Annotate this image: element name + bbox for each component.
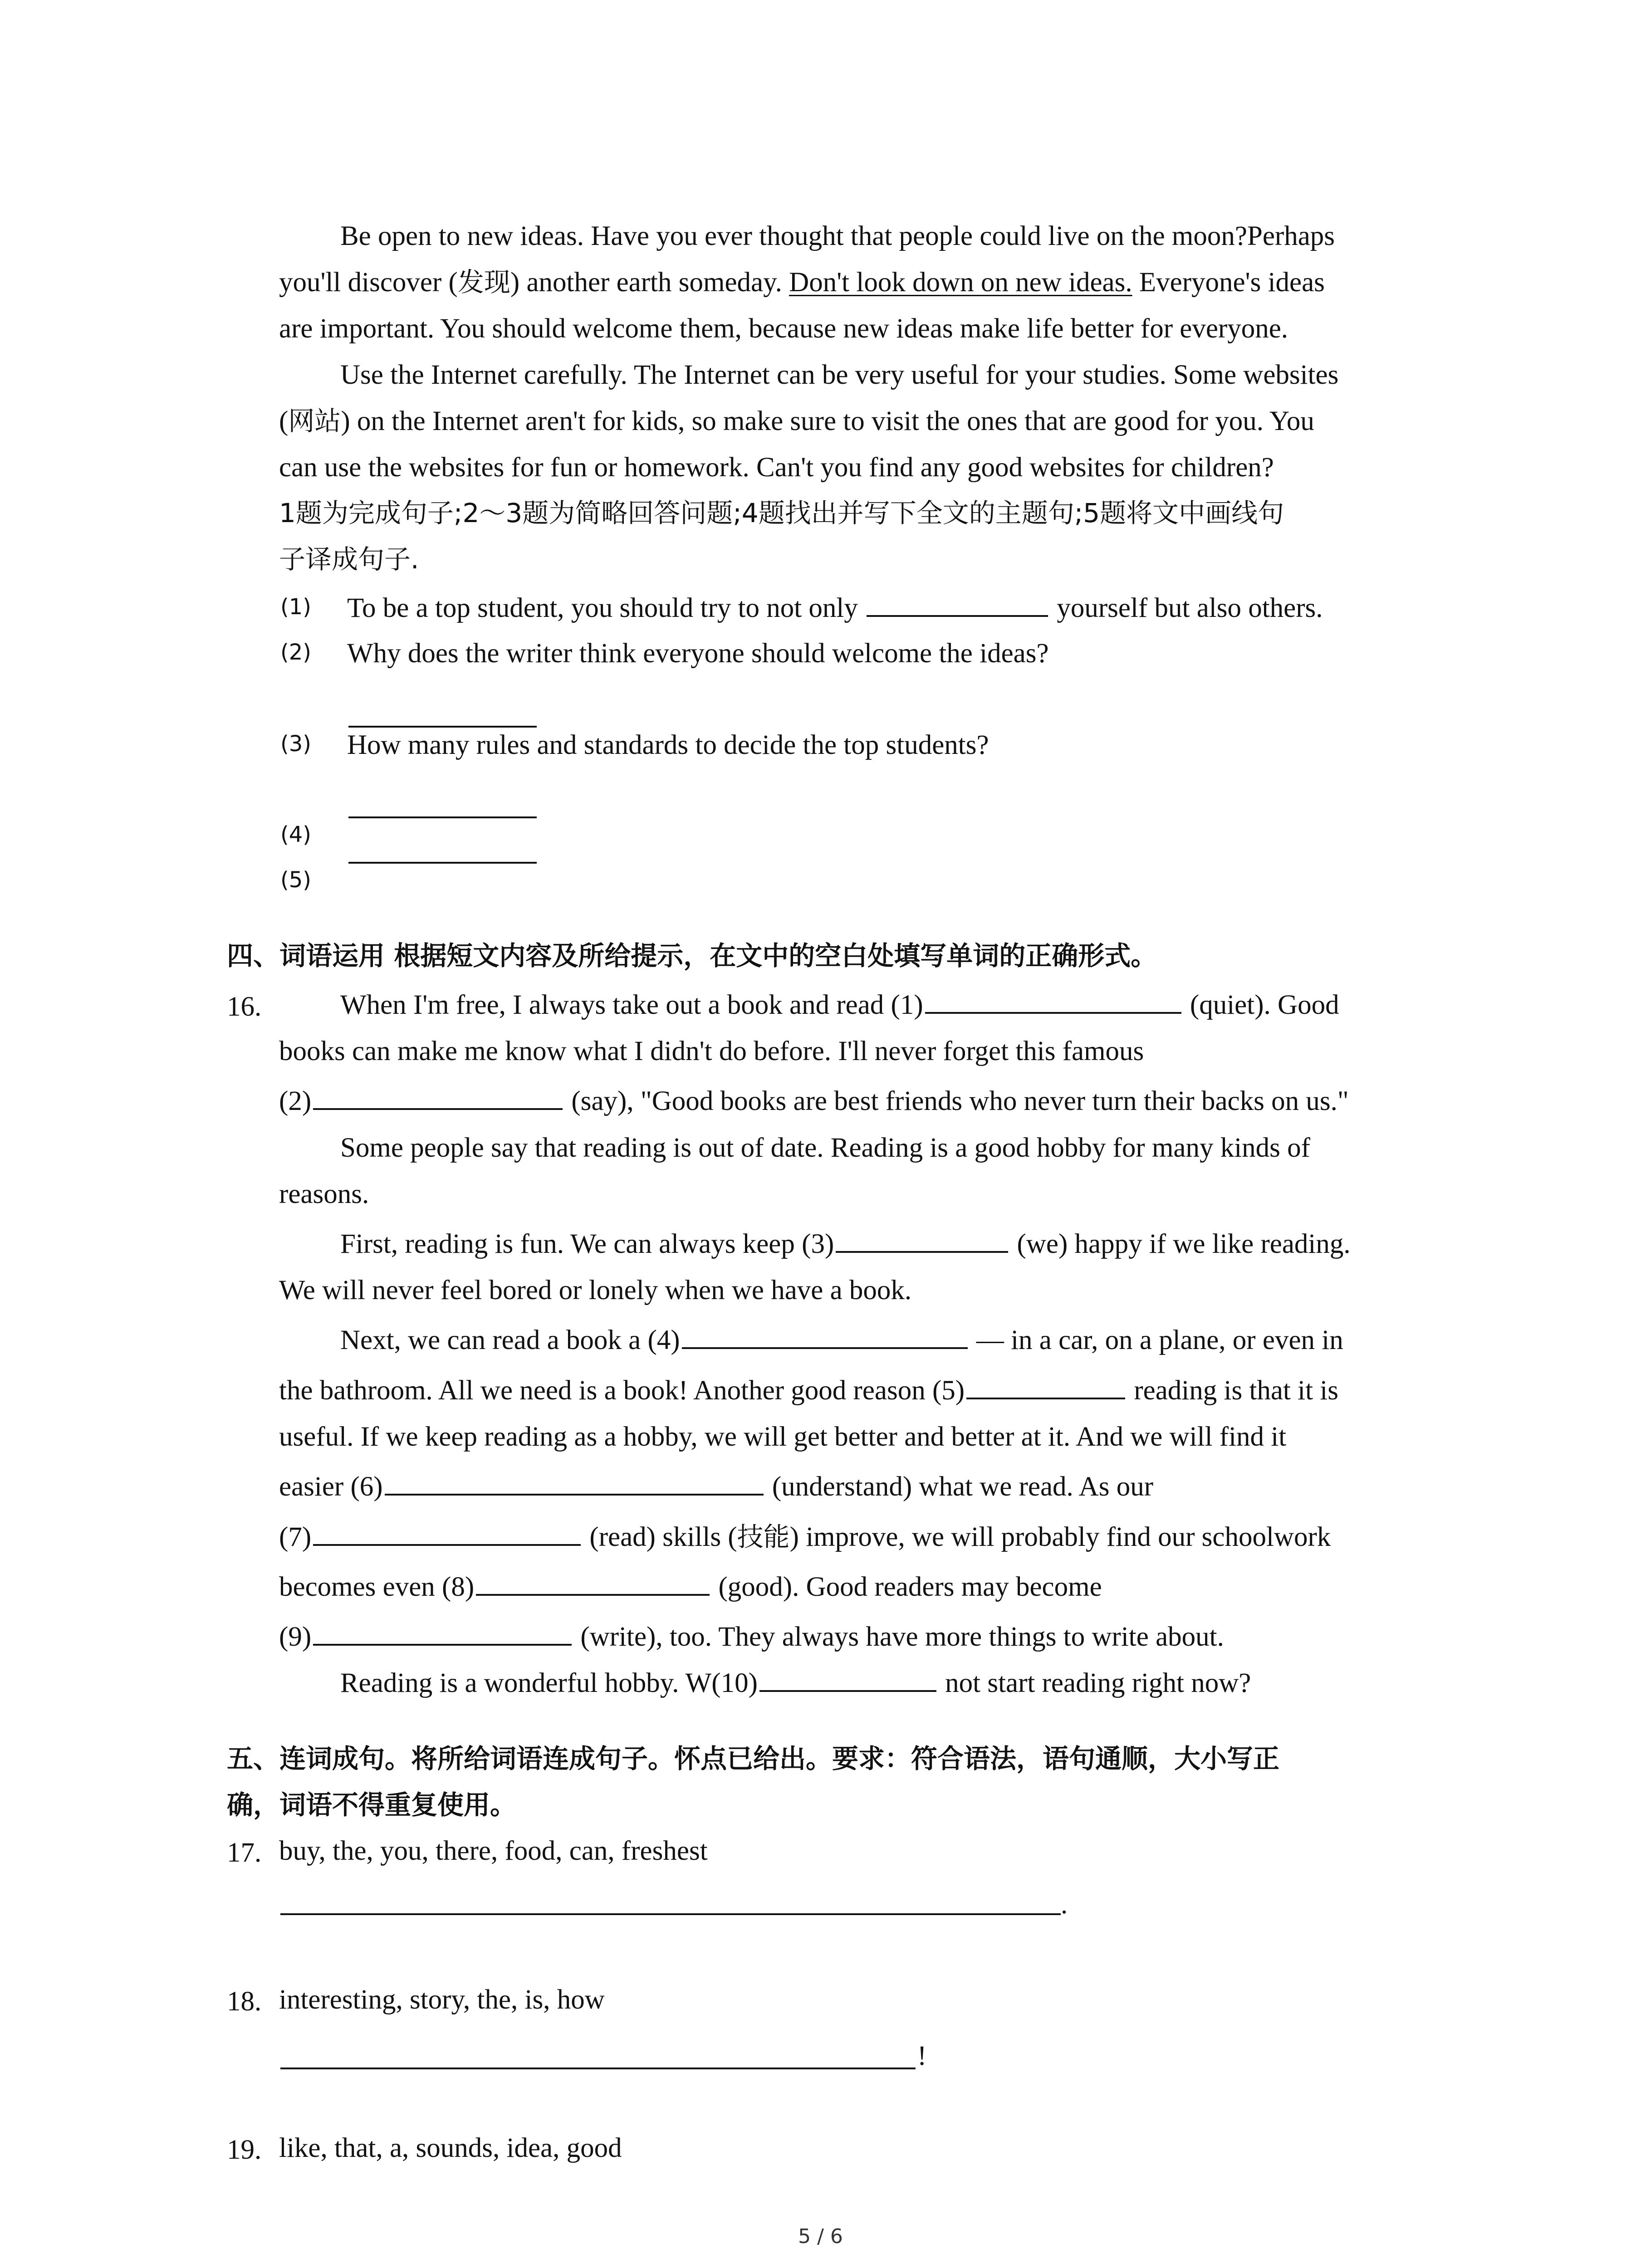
question-3: How many rules and standards to decide the top students?: [347, 730, 989, 760]
word-list: buy, the, you, there, food, can, freshest: [279, 1836, 708, 1866]
answer-line[interactable]: [280, 2068, 916, 2069]
word-list: interesting, story, the, is, how: [279, 1984, 605, 2015]
question-number: (1): [280, 594, 311, 620]
section-4-heading: 四、词语运用 根据短文内容及所给提示，在文中的空白处填写单词的正确形式。: [227, 940, 1157, 971]
question-2: Why does the writer think everyone should welcome the ideas?: [347, 638, 1049, 669]
cloze-line: useful. If we keep reading as a hobby, we will get better and better at it. And we will find it: [279, 1422, 1287, 1452]
passage-line: you'll discover (发现) another earth someday. Don't look down on new ideas. Everyone's ideas: [279, 267, 1325, 298]
cloze-line: reasons.: [279, 1179, 369, 1209]
sentence-end-mark: .: [1061, 1889, 1068, 1920]
word-list: like, that, a, sounds, idea, good: [279, 2133, 622, 2163]
passage-line: can use the websites for fun or homework. Can't you find any good websites for children?: [279, 452, 1274, 483]
passage-line: Be open to new ideas. Have you ever thought that people could live on the moon?Perhaps: [340, 221, 1335, 251]
item-number: 18.: [227, 1986, 262, 2017]
cloze-blank-7[interactable]: [313, 1540, 581, 1546]
cloze-line: (2) (say), "Good books are best friends who never turn their backs on us.": [279, 1086, 1349, 1116]
section-5-heading-cont: 确，词语不得重复使用。: [227, 1789, 517, 1820]
cloze-blank-2[interactable]: [313, 1104, 563, 1110]
cloze-blank-10[interactable]: [759, 1686, 936, 1692]
cloze-blank-5[interactable]: [966, 1393, 1125, 1399]
cloze-line: (7) (read) skills (技能) improve, we will probably find our schoolwork: [279, 1521, 1331, 1552]
answer-line[interactable]: [348, 816, 537, 818]
cloze-blank-3[interactable]: [836, 1246, 1008, 1253]
item-number: 16.: [227, 992, 262, 1022]
cloze-blank-1[interactable]: [925, 1007, 1181, 1014]
cloze-line: books can make me know what I didn't do before. I'll never forget this famous: [279, 1036, 1144, 1066]
answer-line[interactable]: [348, 862, 537, 864]
passage-line: (网站) on the Internet aren't for kids, so make sure to visit the ones that are good for you. You: [279, 406, 1314, 436]
cloze-line: Reading is a wonderful hobby. W(10) not start reading right now?: [340, 1668, 1251, 1698]
section-5-heading: 五、连词成句。将所给词语连成句子。怀点已给出。要求：符合语法，语句通顺，大小写正: [227, 1743, 1280, 1774]
item-number: 17.: [227, 1838, 262, 1868]
cloze-line: becomes even (8) (good). Good readers may become: [279, 1572, 1102, 1602]
cloze-blank-8[interactable]: [476, 1589, 710, 1596]
cloze-blank-4[interactable]: [682, 1343, 968, 1349]
question-number: (3): [280, 731, 311, 757]
question-number: (2): [280, 640, 311, 665]
cloze-blank-9[interactable]: [313, 1639, 572, 1646]
answer-line[interactable]: [280, 1913, 1061, 1915]
cloze-line: When I'm free, I always take out a book and read (1) (quiet). Good: [340, 990, 1339, 1020]
cloze-blank-6[interactable]: [385, 1489, 764, 1496]
cloze-line: Some people say that reading is out of date. Reading is a good hobby for many kinds of: [340, 1133, 1310, 1163]
cloze-line: Next, we can read a book a (4) — in a car, on a plane, or even in: [340, 1325, 1343, 1355]
item-number: 19.: [227, 2135, 262, 2165]
question-1: To be a top student, you should try to not only yourself but also others.: [347, 593, 1323, 623]
passage-line: Use the Internet carefully. The Internet can be very useful for your studies. Some websites: [340, 360, 1339, 390]
page-number: 5 / 6: [798, 2225, 843, 2248]
question-number: (4): [280, 822, 311, 847]
answer-line[interactable]: [348, 726, 537, 728]
passage-line: are important. You should welcome them, because new ideas make life better for everyone.: [279, 313, 1288, 344]
sentence-end-mark: !: [917, 2041, 927, 2071]
cloze-line: First, reading is fun. We can always keep (3) (we) happy if we like reading.: [340, 1229, 1351, 1259]
cloze-line: the bathroom. All we need is a book! Another good reason (5) reading is that it is: [279, 1375, 1338, 1406]
instruction-line: 1题为完成句子;2～3题为简略回答问题;4题找出并写下全文的主题句;5题将文中画线句: [279, 498, 1284, 528]
cloze-line: We will never feel bored or lonely when we have a book.: [279, 1275, 912, 1305]
cloze-line: (9) (write), too. They always have more things to write about.: [279, 1622, 1224, 1652]
question-number: (5): [280, 867, 311, 893]
instruction-line: 子译成句子.: [279, 544, 419, 575]
answer-blank[interactable]: [867, 611, 1048, 617]
underlined-sentence: Don't look down on new ideas.: [789, 267, 1132, 298]
cloze-line: easier (6) (understand) what we read. As our: [279, 1471, 1154, 1502]
